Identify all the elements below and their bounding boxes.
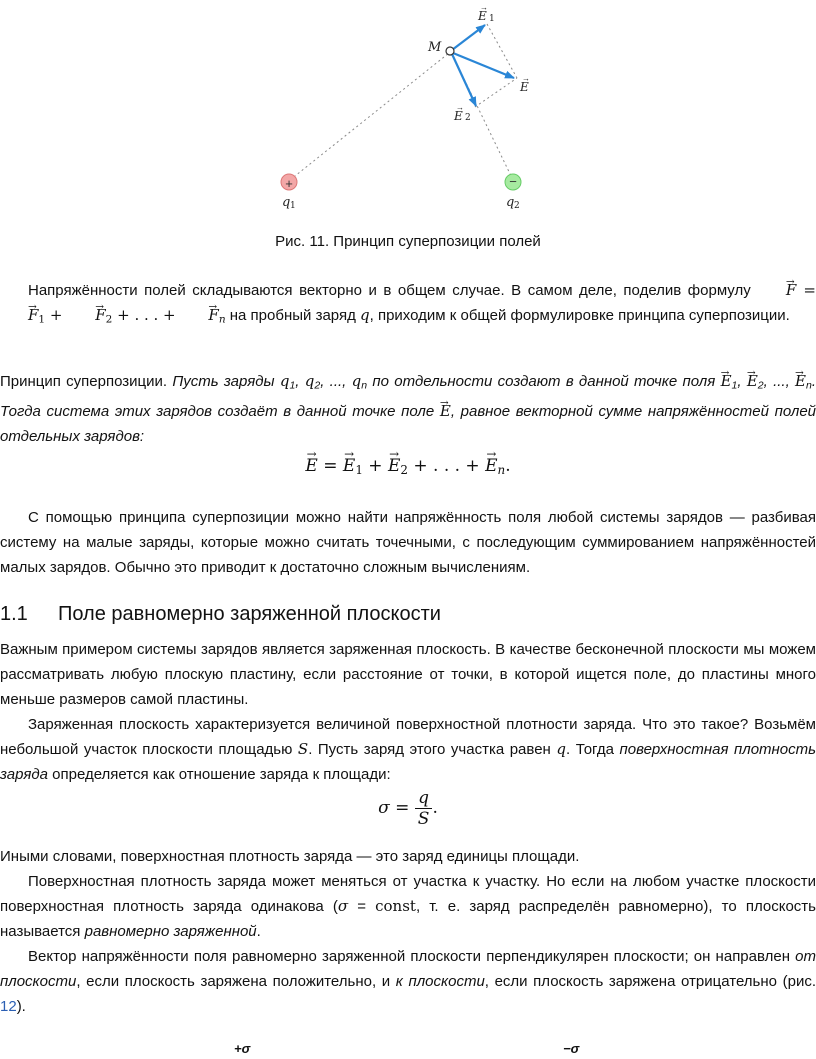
section-heading xyxy=(0,603,441,626)
p1-q: q xyxy=(360,306,370,324)
point-m-label: M xyxy=(428,40,442,55)
figure-caption: Рис. 11. Принцип суперпозиции полей xyxy=(275,233,541,250)
charge-q2-sign: − xyxy=(509,174,517,189)
paragraph-unit-charge: Иными словами, поверхностная плотность заряда — это заряд единицы площади. xyxy=(0,848,580,865)
e1-label-arrow: → xyxy=(480,3,488,12)
q1-sub: 1 xyxy=(290,201,296,211)
paragraph-vector-sum xyxy=(0,278,816,333)
p1-text-b: на пробный заряд xyxy=(229,307,356,324)
e-label-arrow: → xyxy=(522,74,530,83)
force-formula: → F = → $F_1$ + → $F_2$ + . . . + → $F_n$ xyxy=(0,281,816,324)
section-title: Поле равномерно заряженной плоскости xyxy=(58,603,441,625)
paragraph-charged-plane: Важным примером системы зарядов является заряженная плоскость. В качестве бесконечной плоскости мы можем рассматривать любую плоскую пластину, если расстояние от точки, в которой ищется поле, до пластины много меньше размеров самой пластины. xyxy=(0,641,816,708)
paragraph-field-direction: Вектор напряжённости поля равномерно заряженной плоскости перпендикулярен плоскости; он направлен от плоскости, если плоскость заряжена положительно, и к плоскости, если плоскость заряжена отрицательно (рис. 12). xyxy=(0,948,816,1015)
q1-label: q xyxy=(282,195,291,210)
paragraph-uniform-plane: Поверхностная плотность заряда может меняться от участка к участку. Но если на любом участке плоскости поверхностная плотность заряда одинакова (σ = const, т. е. заряд распределён равномерно), то плоскость называется равномерно заряженной. xyxy=(0,873,816,940)
principle-statement: Пусть заряды $q_1$, $q_2$, ..., $q_n$ по отдельности создают в данной точке поля → $E_1$, → $E_2$, ..., → $E_n$. Тогда система этих зарядов создаёт в данной точке поле → E, равное векторной сумме напряжённостей полей отдельных зарядов: xyxy=(0,373,816,445)
p1-text-c: , приходим к общей формулировке принципа суперпозиции. xyxy=(369,307,790,324)
e1-arrow xyxy=(452,25,485,50)
e-label: E xyxy=(520,80,529,94)
e1-sub: 1 xyxy=(489,14,495,24)
figure-12-link[interactable]: 12 xyxy=(0,998,17,1015)
dashed-line-q1-m xyxy=(290,53,449,180)
minus-sigma-label: −σ xyxy=(563,1041,580,1056)
e1-label: E xyxy=(478,9,487,23)
section-number: 1.1 xyxy=(0,603,28,625)
plus-sigma-label: +σ xyxy=(234,1041,251,1056)
paragraph-principle xyxy=(0,369,816,449)
dashed-parallelogram-bottom xyxy=(475,78,517,107)
e2-sub: 2 xyxy=(465,113,471,123)
charge-q1-sign: + xyxy=(285,176,293,191)
e2-label: E xyxy=(454,109,463,123)
field-superposition-formula: → E = → $E_1$ + → $E_2$ + . . . + → $E_n$. xyxy=(0,456,816,477)
paragraph-surface-density: Заряженная плоскость характеризуется величиной поверхностной плотности заряда. Что это такое? Возьмём небольшой участок плоскости площадью S. Пусть заряд этого участка равен q. Тогда поверхностная плотность заряда определяется как отношение заряда к площади: xyxy=(0,716,816,783)
p1-text-a: Напряжённости полей складываются векторно и в общем случае. В самом деле, поделив формулу xyxy=(28,282,751,299)
paragraph-method: С помощью принципа суперпозиции можно найти напряжённость поля любой системы зарядов — разбивая систему на малые заряды, которые можно считать точечными, с последующим суммированием напряжённостей малых зарядов. Обычно это приводит к достаточно сложным вычислениям. xyxy=(0,509,816,576)
q2-sub: 2 xyxy=(514,201,520,211)
principle-lead: Принцип суперпозиции. xyxy=(0,373,168,390)
point-m xyxy=(446,47,454,55)
sigma-formula: σ = $\frac{q}{S}$ . xyxy=(378,788,438,829)
superposition-figure xyxy=(0,0,816,230)
q2-label: q xyxy=(506,195,515,210)
e2-label-arrow: → xyxy=(456,103,464,112)
